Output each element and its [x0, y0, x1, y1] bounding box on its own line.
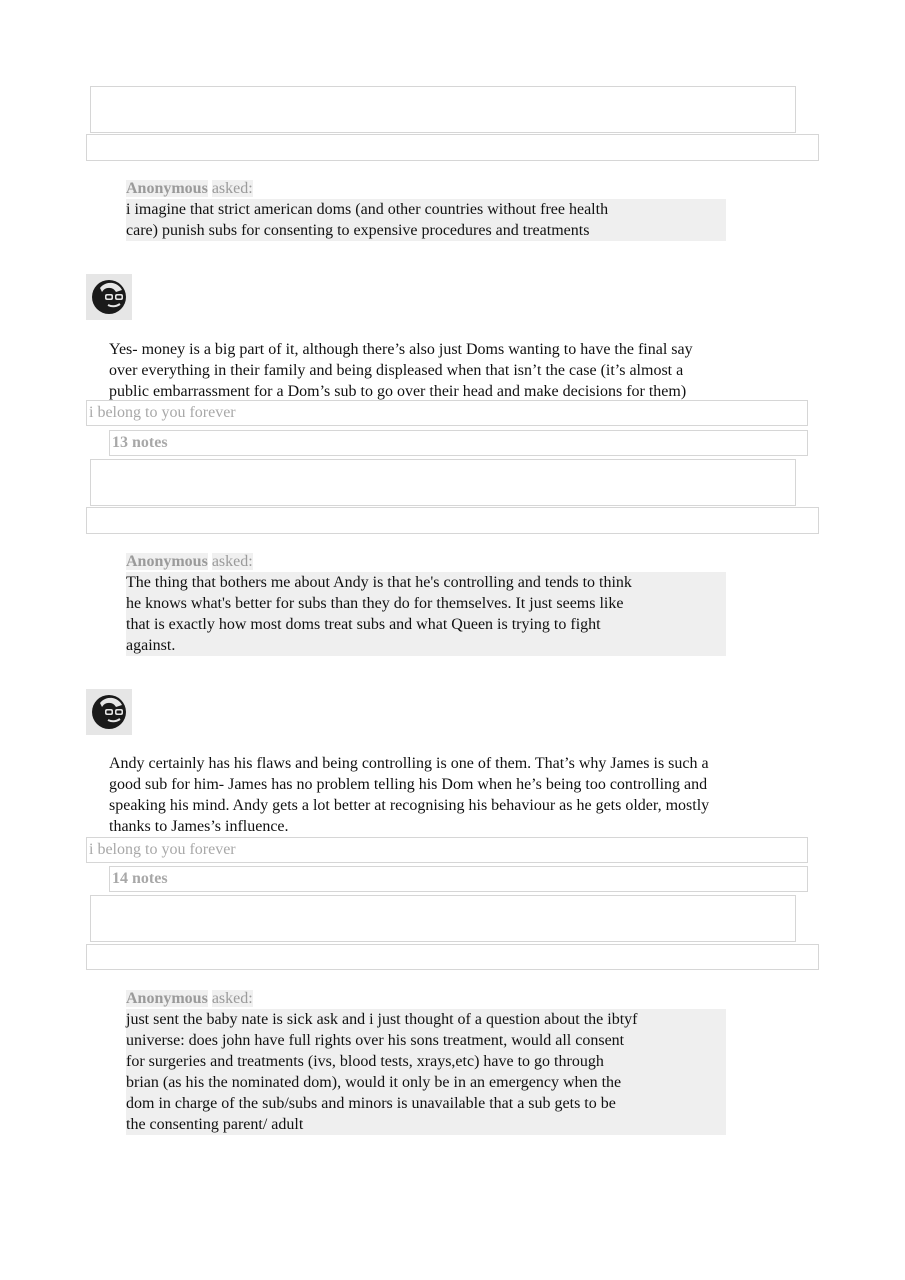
answer-line: Andy certainly has his flaws and being controlling is one of them. That’s why James is such a — [109, 755, 709, 772]
question-line: the consenting parent/ adult — [126, 1116, 304, 1133]
answer-line: public embarrassment for a Dom’s sub to go over their head and make decisions for them) — [109, 383, 687, 400]
question-text — [126, 572, 726, 656]
asker-verb: asked: — [211, 180, 253, 197]
post-header-box — [90, 86, 796, 133]
question-text — [126, 199, 726, 241]
asker-verb: asked: — [211, 990, 253, 1007]
answer-line: speaking his mind. Andy gets a lot better at recognising his behaviour as he gets older, mostly — [109, 797, 710, 814]
notes-count[interactable]: 14 notes — [109, 866, 808, 892]
question-line: brian (as his the nominated dom), would it only be in an emergency when the — [126, 1074, 622, 1091]
sunglasses-face-icon — [86, 689, 132, 735]
question-text — [126, 1009, 726, 1135]
asker-verb: asked: — [211, 553, 253, 570]
avatar[interactable] — [86, 689, 132, 735]
post-separator-box — [86, 134, 819, 161]
sunglasses-face-icon — [86, 274, 132, 320]
post-separator-box — [86, 507, 819, 534]
question-line: against. — [126, 637, 176, 654]
asker-name[interactable]: Anonymous — [126, 180, 208, 197]
question-line: that is exactly how most doms treat subs and what Queen is trying to fight — [126, 616, 601, 633]
notes-count[interactable]: 13 notes — [109, 430, 808, 456]
asker-name[interactable]: Anonymous — [126, 553, 208, 570]
post-tag[interactable]: i belong to you forever — [86, 837, 808, 863]
post-header-box — [90, 459, 796, 506]
question-line: for surgeries and treatments (ivs, blood tests, xrays,etc) have to go through — [126, 1053, 604, 1070]
answer-text — [109, 339, 809, 402]
answer-text — [109, 753, 809, 837]
question-line: universe: does john have full rights over his sons treatment, would all consent — [126, 1032, 625, 1049]
answer-line: thanks to James’s influence. — [109, 818, 289, 835]
question-line: dom in charge of the sub/subs and minors is unavailable that a sub gets to be — [126, 1095, 616, 1112]
avatar[interactable] — [86, 274, 132, 320]
answer-line: good sub for him- James has no problem telling his Dom when he’s being too controlling and — [109, 776, 708, 793]
asker-line — [126, 551, 253, 572]
post-header-box — [90, 895, 796, 942]
asker-name[interactable]: Anonymous — [126, 990, 208, 1007]
post-tag[interactable]: i belong to you forever — [86, 400, 808, 426]
question-line: care) punish subs for consenting to expensive procedures and treatments — [126, 222, 590, 239]
question-line: just sent the baby nate is sick ask and i just thought of a question about the ibtyf — [126, 1011, 638, 1028]
post-separator-box — [86, 944, 819, 970]
question-line: he knows what's better for subs than they do for themselves. It just seems like — [126, 595, 624, 612]
question-line: i imagine that strict american doms (and other countries without free health — [126, 201, 609, 218]
answer-line: over everything in their family and being displeased when that isn’t the case (it’s almost a — [109, 362, 684, 379]
question-line: The thing that bothers me about Andy is that he's controlling and tends to think — [126, 574, 632, 591]
asker-line — [126, 988, 253, 1009]
asker-line — [126, 178, 253, 199]
answer-line: Yes- money is a big part of it, although there’s also just Doms wanting to have the final say — [109, 341, 693, 358]
